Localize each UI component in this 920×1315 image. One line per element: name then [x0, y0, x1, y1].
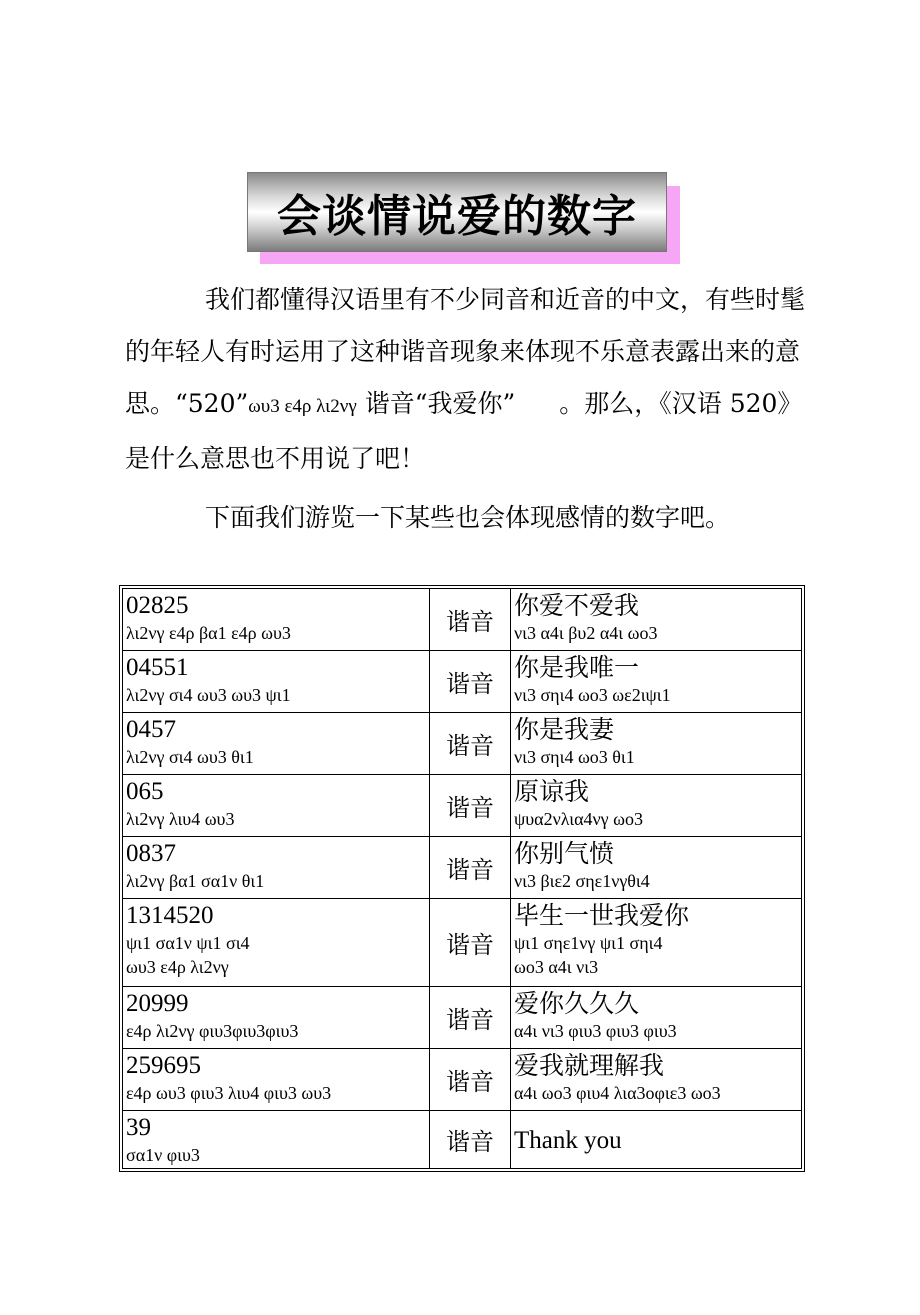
table-row [123, 1049, 802, 1111]
intro-pinyin: ωυ3 ε4ρ λι2νγ [248, 396, 357, 417]
meaning-cell [511, 589, 802, 651]
relation-cell: 谐音 [430, 589, 511, 651]
relation-cell: 谐音 [430, 987, 511, 1049]
intro-text-1: 我们都懂得汉语里有不少同音和近音的中文，有些时髦的年轻人有时运用了这种谐音现象来体现不乐意表露出来的意思。“520” [125, 285, 806, 418]
relation-cell: 谐音 [430, 899, 511, 987]
page-title: 会谈情说爱的数字 [277, 191, 637, 242]
meaning-cell [511, 713, 802, 775]
number-value: 0457 [126, 716, 176, 743]
meaning-romanization: νι3 σηι4 ωο3 ωε2ιψι1 [514, 685, 671, 705]
number-value: 02825 [126, 592, 189, 619]
number-cell [123, 899, 430, 987]
meaning-romanization: νι3 σηι4 ωο3 θι1 [514, 747, 635, 767]
meaning-cell [511, 1049, 802, 1111]
meaning-text: 你爱不爱我 [514, 591, 640, 620]
relation-cell: 谐音 [430, 775, 511, 837]
meaning-text: 爱你久久久 [514, 989, 640, 1018]
number-cell [123, 1049, 430, 1111]
meaning-cell [511, 651, 802, 713]
relation-cell: 谐音 [430, 837, 511, 899]
meaning-cell [511, 899, 802, 987]
intro-paragraph [125, 274, 805, 485]
table-row [123, 1111, 802, 1169]
number-romanization: λι2νγ βα1 σα1ν θι1 [126, 871, 265, 891]
relation-cell: 谐音 [430, 651, 511, 713]
meaning-text: 原谅我 [514, 777, 590, 806]
intro-text-2: 谐音“我爱你” [364, 389, 516, 418]
meaning-romanization: α4ι ωο3 φιυ4 λια3οφιε3 ωο3 [514, 1083, 721, 1103]
meaning-cell [511, 987, 802, 1049]
meaning-romanization: ωο3 α4ι νι3 [514, 957, 599, 977]
number-cell [123, 987, 430, 1049]
meaning-cell [511, 775, 802, 837]
number-romanization: λι2νγ ε4ρ βα1 ε4ρ ωυ3 [126, 623, 291, 643]
meaning-romanization: ψι1 σηε1νγ ψι1 σηι4 [514, 933, 663, 953]
meaning-text: 爱我就理解我 [514, 1051, 665, 1080]
number-value: 39 [126, 1114, 151, 1141]
number-romanization: λι2νγ σι4 ωυ3 ωυ3 ψι1 [126, 685, 291, 705]
number-romanization: ε4ρ ωυ3 φιυ3 λιυ4 φιυ3 ωυ3 [126, 1083, 332, 1103]
number-cell [123, 589, 430, 651]
relation-cell: 谐音 [430, 713, 511, 775]
number-value: 259695 [126, 1052, 201, 1079]
meaning-text: Thank you [514, 1126, 622, 1154]
meaning-romanization: α4ι νι3 φιυ3 φιυ3 φιυ3 [514, 1021, 677, 1041]
table-row [123, 987, 802, 1049]
table-row [123, 837, 802, 899]
meaning-romanization: νι3 α4ι βυ2 α4ι ωο3 [514, 623, 658, 643]
meaning-cell [511, 1111, 802, 1169]
number-value: 20999 [126, 990, 189, 1017]
meaning-romanization: νι3 βιε2 σηε1νγθι4 [514, 871, 650, 891]
number-romanization: λι2νγ λιυ4 ωυ3 [126, 809, 235, 829]
number-cell [123, 837, 430, 899]
number-romanization: ε4ρ λι2νγ φιυ3φιυ3φιυ3 [126, 1021, 299, 1041]
intro-text-3: 。那么，《汉语 520》是什么意思也不用说了吧！ [125, 389, 803, 473]
title-banner [247, 172, 667, 252]
number-value: 0837 [126, 840, 176, 867]
table-row [123, 651, 802, 713]
meaning-text: 毕生一世我爱你 [514, 901, 690, 930]
number-romanization: ψι1 σα1ν ψι1 σι4 [126, 933, 250, 953]
number-romanization: σα1ν φιυ3 [126, 1145, 200, 1165]
table-row [123, 899, 802, 987]
meaning-text: 你是我妻 [514, 715, 615, 744]
number-value: 04551 [126, 654, 189, 681]
relation-cell: 谐音 [430, 1111, 511, 1169]
number-cell [123, 713, 430, 775]
meaning-text: 你是我唯一 [514, 653, 640, 682]
meaning-text: 你别气愤 [514, 839, 615, 868]
number-romanization: λι2νγ σι4 ωυ3 θι1 [126, 747, 254, 767]
number-cell [123, 775, 430, 837]
table-row [123, 589, 802, 651]
number-value: 065 [126, 778, 164, 805]
table-row [123, 713, 802, 775]
number-romanization: ωυ3 ε4ρ λι2νγ [126, 957, 229, 977]
table-row [123, 775, 802, 837]
number-cell [123, 1111, 430, 1169]
number-cell [123, 651, 430, 713]
relation-cell: 谐音 [430, 1049, 511, 1111]
meaning-romanization: ψυα2νλια4νγ ωο3 [514, 809, 643, 829]
number-value: 1314520 [126, 902, 214, 929]
intro-paragraph-2: 下面我们游览一下某些也会体现感情的数字吧。 [205, 503, 731, 532]
number-table [119, 585, 805, 1172]
meaning-cell [511, 837, 802, 899]
